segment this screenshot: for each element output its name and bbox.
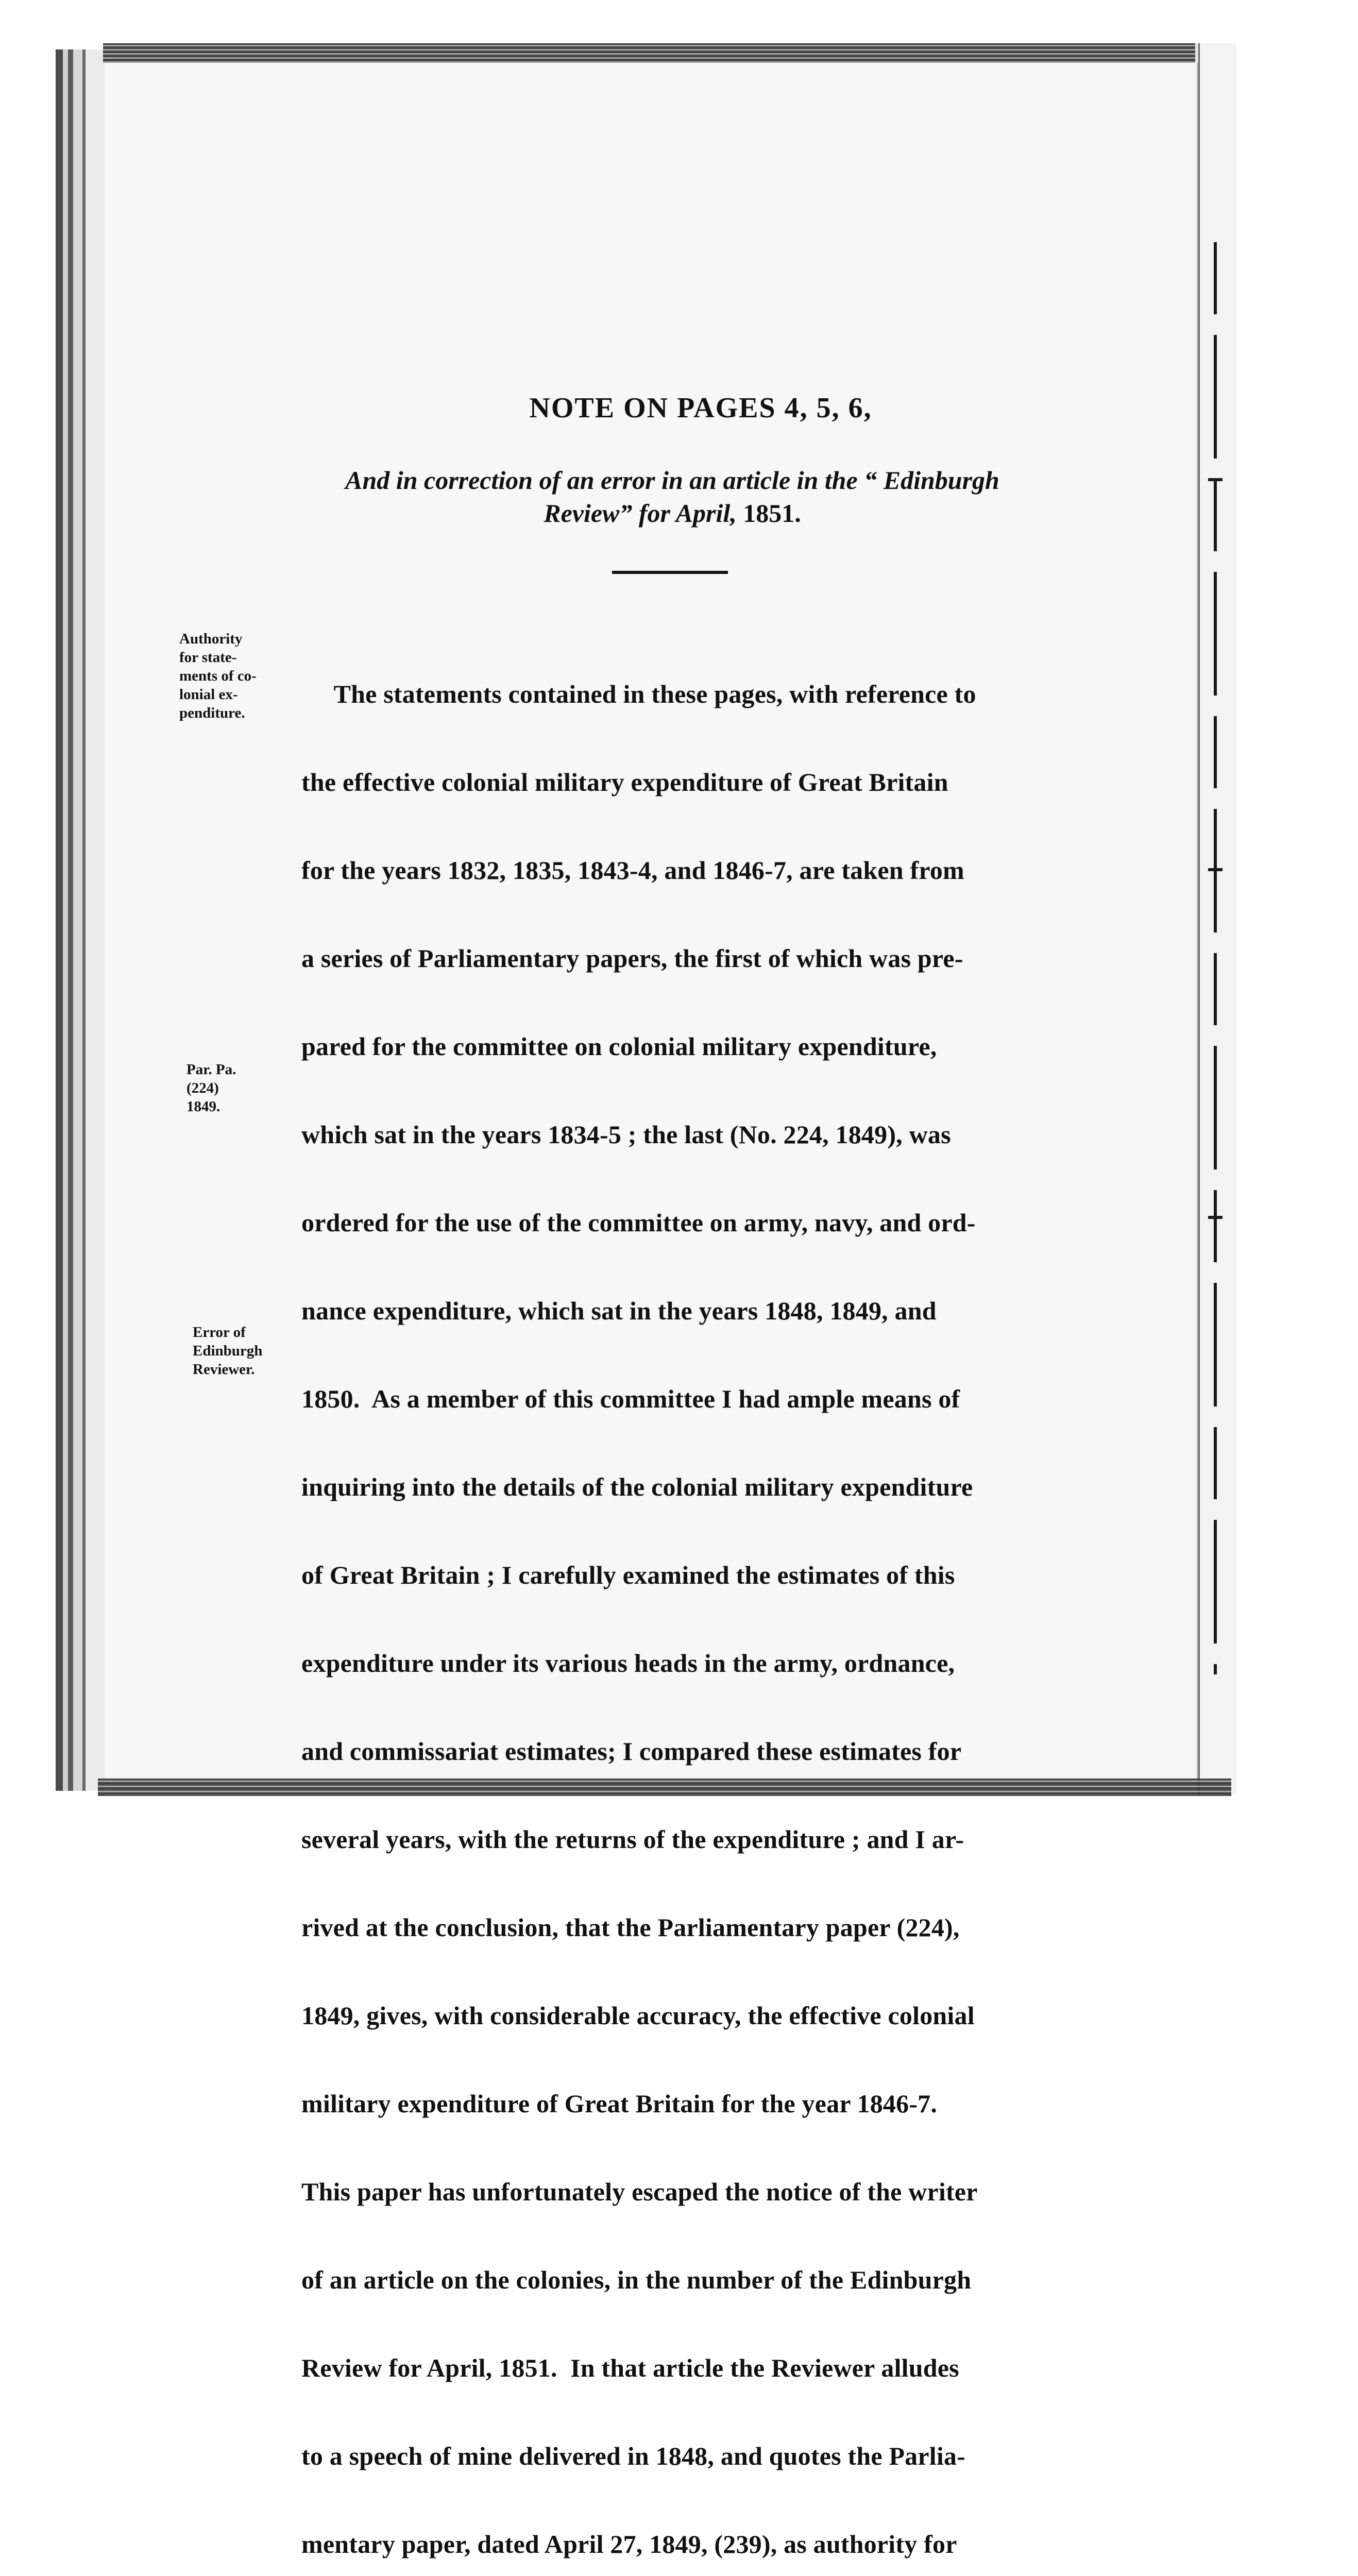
body-line: of an article on the colonies, in the number of the Edinburgh — [301, 2265, 972, 2294]
title-rule — [612, 571, 728, 574]
body-line: the effective colonial military expenditure of Great Britain — [301, 768, 948, 796]
body-line: for the years 1832, 1835, 1843-4, and 1846-7, are taken from — [301, 856, 964, 885]
subtitle-line-1: And in correction of an error in an article in the “ Edinburgh — [345, 466, 999, 495]
body-line: of Great Britain ; I carefully examined the estimates of this — [301, 1561, 955, 1589]
body-line: rived at the conclusion, that the Parliamentary paper (224), — [301, 1913, 960, 1942]
side-note-line: 1849. — [186, 1098, 220, 1115]
body-line: Review for April, 1851. In that article the Reviewer alludes — [301, 2353, 959, 2382]
side-note-authority — [179, 630, 257, 722]
binding-tick — [1208, 1216, 1223, 1219]
page-title: NOTE ON PAGES 4, 5, 6, — [529, 392, 872, 424]
side-note-error — [193, 1323, 262, 1379]
body-line: military expenditure of Great Britain for the year 1846-7. — [301, 2089, 938, 2118]
subtitle-line-2-italic: Review” for April, — [544, 499, 737, 528]
body-line: which sat in the years 1834-5 ; the last (No. 224, 1849), was — [301, 1120, 951, 1149]
side-note-line: Par. Pa. — [186, 1061, 236, 1078]
body-line: expenditure under its various heads in the army, ordnance, — [301, 1649, 955, 1677]
body-line: mentary paper, dated April 27, 1849, (239), as authority for — [301, 2530, 957, 2558]
page-subtitle — [273, 464, 1072, 530]
side-note-line: lonial ex- — [179, 686, 238, 703]
side-note-line: for state- — [179, 649, 237, 666]
body-line: The statements contained in these pages, with reference to — [301, 680, 976, 708]
binding-line — [1214, 242, 1217, 1674]
scan-top-edge — [103, 43, 1231, 63]
binding-tick — [1208, 868, 1223, 871]
body-line: and commissariat estimates; I compared these estimates for — [301, 1737, 962, 1766]
body-line: a series of Parliamentary papers, the first of which was pre- — [301, 944, 963, 973]
body-line: nance expenditure, which sat in the years 1848, 1849, and — [301, 1296, 937, 1325]
side-note-line: Authority — [179, 631, 243, 647]
subtitle-line-2 — [273, 497, 1072, 530]
body-text — [301, 621, 1054, 2576]
side-note-par-pa — [186, 1060, 236, 1116]
body-line: several years, with the returns of the expenditure ; and I ar- — [301, 1825, 964, 1854]
body-line: 1850. As a member of this committee I had ample means of — [301, 1384, 960, 1413]
body-line: 1849, gives, with considerable accuracy, the effective colonial — [301, 2001, 975, 2030]
body-line: ordered for the use of the committee on army, navy, and ord- — [301, 1208, 976, 1237]
binding-tick — [1208, 478, 1223, 481]
body-line: to a speech of mine delivered in 1848, and quotes the Parlia- — [301, 2442, 966, 2470]
side-note-line: (224) — [186, 1080, 219, 1096]
side-note-line: penditure. — [179, 705, 245, 721]
side-note-line: Edinburgh — [193, 1343, 263, 1359]
side-note-line: Error of — [193, 1324, 246, 1341]
body-line: This paper has unfortunately escaped the notice of the writer — [301, 2177, 978, 2206]
body-line: pared for the committee on colonial military expenditure, — [301, 1032, 937, 1061]
side-note-line: Reviewer. — [193, 1361, 255, 1378]
scan-left-edge — [56, 49, 105, 1791]
side-note-line: ments of co- — [179, 668, 257, 684]
body-line: inquiring into the details of the colonial military expenditure — [301, 1472, 973, 1501]
subtitle-year: 1851. — [736, 499, 801, 528]
